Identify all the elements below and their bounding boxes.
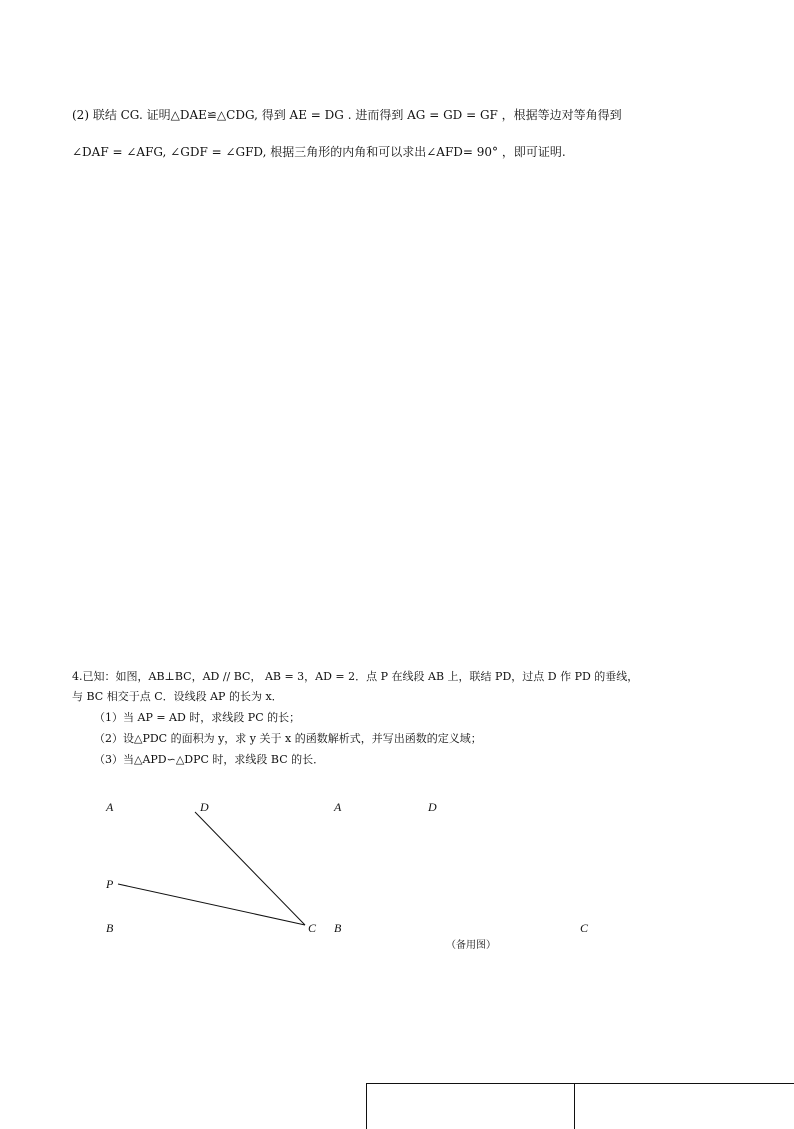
fig2-caption: （备用图） (446, 940, 496, 951)
solution-line-2: ∠DAF = ∠AFG, ∠GDF = ∠GFD, 根据三角形的内角和可以求出∠AFD= 90° ，即可证明. (72, 145, 566, 159)
fig1-label-p: P (106, 877, 114, 891)
segment-pc (118, 884, 305, 925)
segment-dc (195, 812, 305, 925)
fig1-label-c: C (308, 921, 317, 935)
fig2-label-d: D (428, 800, 437, 814)
fig1-label-b: B (106, 921, 114, 935)
fig1-label-d: D (200, 800, 209, 814)
problem-stem-1: 4.已知：如图，AB⊥BC，AD // BC， AB = 3，AD = 2．点 P 在线段 AB 上，联结 PD，过点 D 作 PD 的垂线， (72, 670, 639, 683)
question-1: （1）当 AP = AD 时，求线段 PC 的长； (94, 711, 301, 724)
question-3: （3）当△APD∽△DPC 时，求线段 BC 的长． (94, 753, 325, 766)
solution-line-1: (2) 联结 CG. 证明△DAE≌△CDG, 得到 AE = DG . 进而得到 AG = GD = GF ，根据等边对等角得到 (72, 108, 622, 122)
fig2-label-a: A (334, 800, 342, 814)
problem-stem-2: 与 BC 相交于点 C．设线段 AP 的长为 x． (72, 690, 283, 703)
fig2-label-c: C (580, 921, 589, 935)
fig1-label-a: A (106, 800, 114, 814)
fig2-label-b: B (334, 921, 342, 935)
footer-table-cell-left (366, 1083, 575, 1129)
question-2: （2）设△PDC 的面积为 y，求 y 关于 x 的函数解析式，并写出函数的定义域； (94, 732, 482, 745)
footer-table-cell-right (574, 1083, 794, 1129)
